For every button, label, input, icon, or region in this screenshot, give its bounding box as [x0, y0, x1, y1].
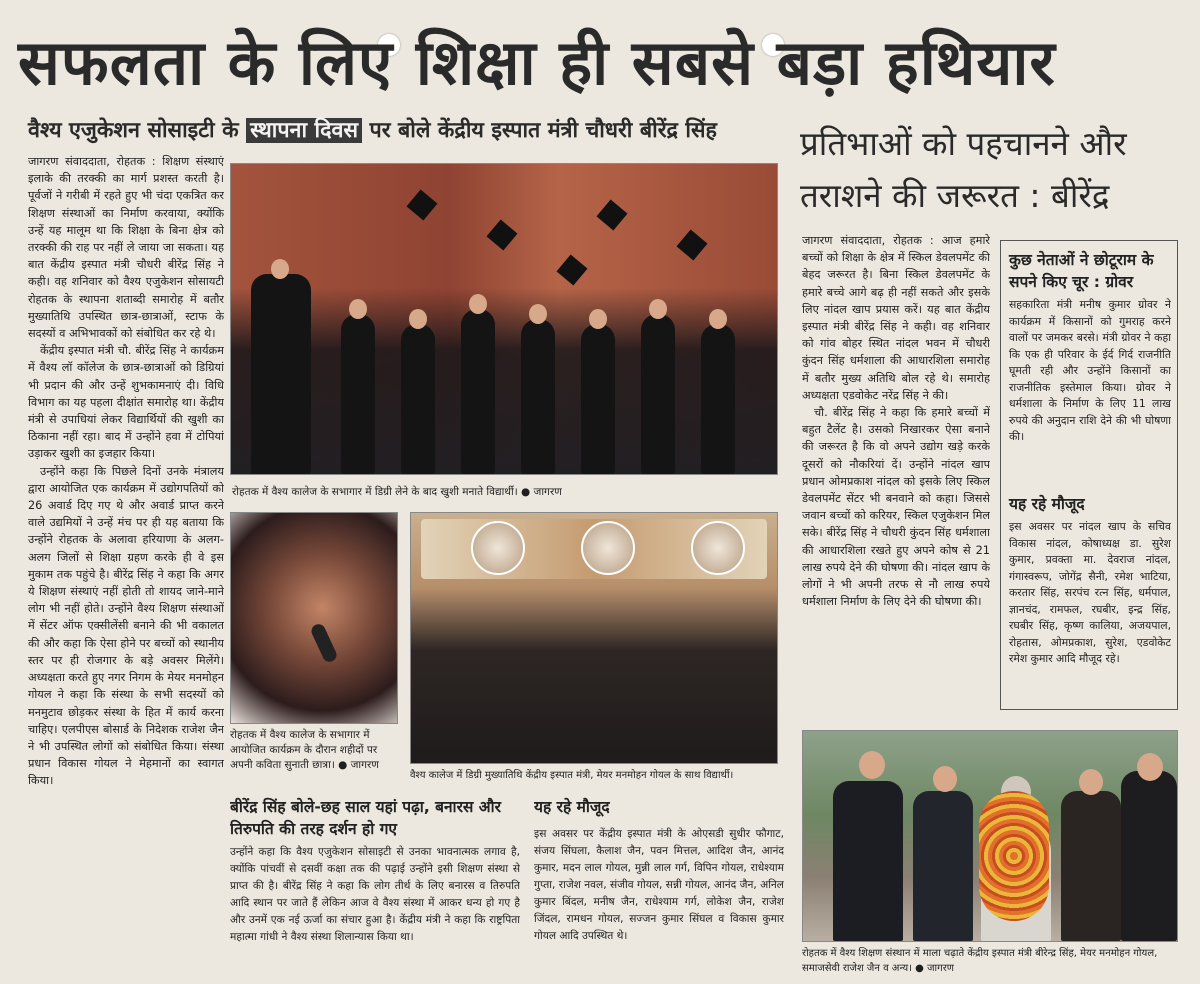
graduation-photo	[230, 163, 778, 475]
article-paragraph: उन्होंने कहा कि वैश्य एजुकेशन सोसाइटी से उनका भावनात्मक लगाव है, क्योंकि पांचवीं से दसवीं कक्षा तक की पढ़ाई उन्होंने इसी शिक्षण संस्था से प्राप्त की है। बीरेंद्र सिंह ने कहा कि लोग तीर्थ के लिए बनारस व तिरुपति आदि स्थान पर जाते हैं लेकिन आज वे वैश्य संस्था में आकर धन्य हो गए है और उनमें एक नई ऊर्जा का संचार हुआ है। केंद्रीय मंत्री ने कहा कि राष्ट्रपिता महात्मा गांधी ने वैश्य संस्था शिलान्यास किया था।	[230, 846, 520, 943]
subheadline-highlight: स्थापना दिवस	[246, 118, 362, 143]
student-poem-photo	[230, 512, 398, 724]
article-paragraph: केंद्रीय इस्पात मंत्री चौ. बीरेंद्र सिंह ने कार्यक्रम में वैश्य लॉ कॉलेज के छात्र-छात्राओं को डिग्रियां भी प्रदान की और उन्हें शुभकामनाएं दी। विधि विभाग का यह पहला दीक्षांत समारोह था। केंद्रीय मंत्री से उपाधियां लेकर विद्यार्थियों की खुशी का ठिकाना नहीं रहा। बाद में उन्होंने हवा में टोपियां उड़ाकर खुशी का इजहार किया।	[28, 344, 224, 461]
article-paragraph: सहकारिता मंत्री मनीष कुमार ग्रोवर ने कार्यक्रम में किसानों को गुमराह करने वालों पर जमकर बरसे। मंत्री ग्रोवर ने कहा कि एक ही परिवार के ईर्द गिर्द राजनीति घूमती रही और उन्होंने किसानों का राजनीतिक इस्तेमाल किया। ग्रोवर ने धर्मशाला के निर्माण के लिए 11 लाख रुपये की अनुदान राशि देने की भी घोषणा की।	[1009, 298, 1171, 443]
article-paragraph: इस अवसर पर केंद्रीय इस्पात मंत्री के ओएसडी सुधीर फौगाट, संजय सिंघला, कैलाश जैन, पवन मित्तल, आदिश जैन, आनंद कुमार, मदन लाल गोयल, मुन्नी लाल गर्ग, विपिन गोयल, राधेश्याम गुप्ता, राजेश नवल, संजीव गोयल, सन्नी गोयल, आनंद जैन, अनिल कुमार बिंदल, मनीष जैन, राधेश्याम गर्ग, लोकेश जैन, राजेश जिंदल, रामधन गोयल, सज्जन कुमार सिंघल व विकास कुमार गोयल आदि उपस्थित थे।	[534, 828, 784, 942]
chhoturam-text	[1009, 297, 1171, 487]
group-caption: वैश्य कालेज में डिग्री मुख्यातिथि केंद्रीय इस्पात मंत्री, मेयर मनमोहन गोयल के साथ विद्यार्थी।	[410, 770, 734, 781]
left-article-column	[28, 153, 224, 961]
article-paragraph: उन्होंने कहा कि पिछले दिनों उनके मंत्रालय द्वारा आयोजित एक कार्यक्रम में उद्योगपतियों को 26 अवार्ड दिए गए थे और अवार्ड प्राप्त करने वाले उद्यमियों ने उन्हें मंच पर ही यह बताया कि उन्होंने रोहतक के अलावा हरियाणा के अलग-अलग जिलों से शिक्षा ग्रहण करके ही वे इस मुकाम तक पहुंचे है। बीरेंद्र सिंह ने कहा कि अगर ये शिक्षण संस्थाएं नहीं होती तो शायद जाने-माने लोग भी नहीं होते। उन्होंने वैश्य शिक्षण संस्थाओं में सेंटर ऑफ एक्सीलेंसी बनाने की भी वकालत की और कहा कि ऐसा होने पर बच्चों को स्थानीय स्तर पर ही रोजगार के बड़े अवसर मिलेंगे। अध्यक्षता करते हुए नगर निगम के मेयर मनमोहन गोयल ने कहा कि संस्था के सभी सदस्यों को मनमुटाव छोड़कर संस्था के हित में कार्य करना चाहिए। एलपीएस बोसार्ड के निदेशक राजेश जैन ने भी उपस्थित लोगों को संबोधित किया। संस्था प्रधान विकास गोयल ने मेहमानों का स्वागत किया।	[28, 464, 224, 788]
article-paragraph: जागरण संवाददाता, रोहतक : शिक्षण संस्थाएं इलाके की तरक्की का मार्ग प्रशस्त करती है। पूर्वजों ने गरीबी में रहते हुए भी चंदा एकत्रित कर शिक्षण संस्थाओं का निर्माण करवाया, क्योंकि उन्हें यह मालूम था कि शिक्षा के बिना क्षेत्र को तरक्की की राह पर नहीं ले जाया जा सकता। यह बात केंद्रीय इस्पात मंत्री चौधरी बीरेंद्र सिंह ने कही। वह शनिवार को वैश्य एजुकेशन सोसायटी रोहतक के स्थापना शताब्दी समारोह में बतौर मुख्यातिथि उपस्थित छात्र-छात्राओं, स्टाफ के सदस्यों व अभिभावकों को संबोधित कर रहे थे।	[28, 155, 224, 341]
article-paragraph: चौ. बीरेंद्र सिंह ने कहा कि हमारे बच्चों में बहुत टैलेंट है। उसको निखारकर ऐसा बनाने की जरूरत है कि वो अपने उद्योग खड़े करके दूसरों को नौकरियां दें। उन्होंने नांदल खाप प्रधान ओमप्रकाश नांदल को इसके लिए स्किल डेवलपमेंट सेंटर भी बनवाने को कहा। जिससे जवान बच्चों को करियर, स्किल एजुकेशन मिल सके। बीरेंद्र सिंह ने चौधरी कुंदन सिंह धर्मशाला की आधारशिला रखते हुए अपने कोष से 21 लाख रुपये देने की घोषणा की। नांदल खाप के लोगों ने भी अपनी तरफ से नौ लाख रुपये धर्मशाला निर्माण के लिए देने की घोषणा की।	[802, 406, 990, 609]
banaras-section-text	[230, 844, 520, 966]
article-paragraph: जागरण संवाददाता, रोहतक : आज हमारे बच्चों को शिक्षा के क्षेत्र में स्किल डेवलपमेंट की बेहद जरूरत है। बिना स्किल डेवलपमेंट के हमारे बच्चे आगे बढ़ ही नहीं सकते और इसके लिए नांदल खाप प्रयास करें। यह बात केंद्रीय इस्पात मंत्री बीरेंद्र सिंह ने कही। वह शनिवार को गांव बोहर स्थित नांदल भवन में चौधरी कुंदन सिंह धर्मशाला की आधारशिला समारोह में बतौर मुख्य अतिथि बोल रहे थे। समारोह अध्यक्षता एडवोकेट नरेंद्र सिंह ने की।	[802, 234, 990, 402]
article-paragraph: इस अवसर पर नांदल खाप के सचिव विकास नांदल, कोषाध्यक्ष डा. सुरेश कुमार, प्रवक्ता मा. देवराज नांदल, गंगास्वरूप, जोगेंद्र सैनी, रमेश भाटिया, करतार सिंह, सरपंच रत्न सिंह, धर्मपाल, ज्ञानचंद, रामफल, रघबीर, इन्द्र सिंह, रघबीर सिंह, कृष्ण कालिया, अजयपाल, रोहतास, ओमप्रकाश, सुरेश, एडवोकेट रमेश कुमार आदि मौजूद रहे।	[1009, 520, 1171, 665]
present-right-title: यह रहे मौजूद	[1009, 495, 1085, 513]
subheadline-part: वैश्य एजुकेशन सोसाइटी के	[28, 118, 247, 143]
subheadline-part: पर बोले केंद्रीय इस्पात मंत्री चौधरी बीरेंद्र सिंह	[362, 118, 717, 143]
statue-caption: रोहतक में वैश्य शिक्षण संस्थान में माला चढ़ाते केंद्रीय इस्पात मंत्री बीरेन्द्र सिंह, मेयर मनमोहन गोयल, समाजसेवी राजेश जैन व अन्य। ● जागरण	[802, 948, 1158, 974]
right-article-column	[802, 232, 990, 714]
present-right-text	[1009, 519, 1171, 699]
student-poem-caption: रोहतक में वैश्य कालेज के सभागार में आयोजित कार्यक्रम के दौरान शहीदों पर अपनी कविता सुनाती छात्रा। ● जागरण	[230, 729, 379, 771]
group-photo	[410, 512, 778, 764]
chhoturam-title: कुछ नेताओं ने छोटूराम के सपने किए चूर : ग्रोवर	[1009, 251, 1154, 291]
present-mid-text	[534, 826, 784, 966]
banaras-section-title: बीरेंद्र सिंह बोले-छह साल यहां पढ़ा, बनारस और तिरुपति की तरह दर्शन हो गए	[230, 798, 501, 838]
sidebar-box	[1000, 240, 1178, 710]
statue-garland-photo	[802, 730, 1178, 942]
present-mid-title: यह रहे मौजूद	[534, 798, 610, 816]
right-headline: प्रतिभाओं को पहचानने और तराशने की जरूरत : बीरेंद्र	[800, 124, 1127, 215]
subheadline	[28, 113, 788, 149]
main-headline: सफलता के लिए शिक्षा ही सबसे बड़ा हथियार	[18, 26, 1056, 99]
graduation-caption: रोहतक में वैश्य कालेज के सभागार में डिग्री लेने के बाद खुशी मनाते विद्यार्थी। ● जागरण	[232, 486, 562, 498]
